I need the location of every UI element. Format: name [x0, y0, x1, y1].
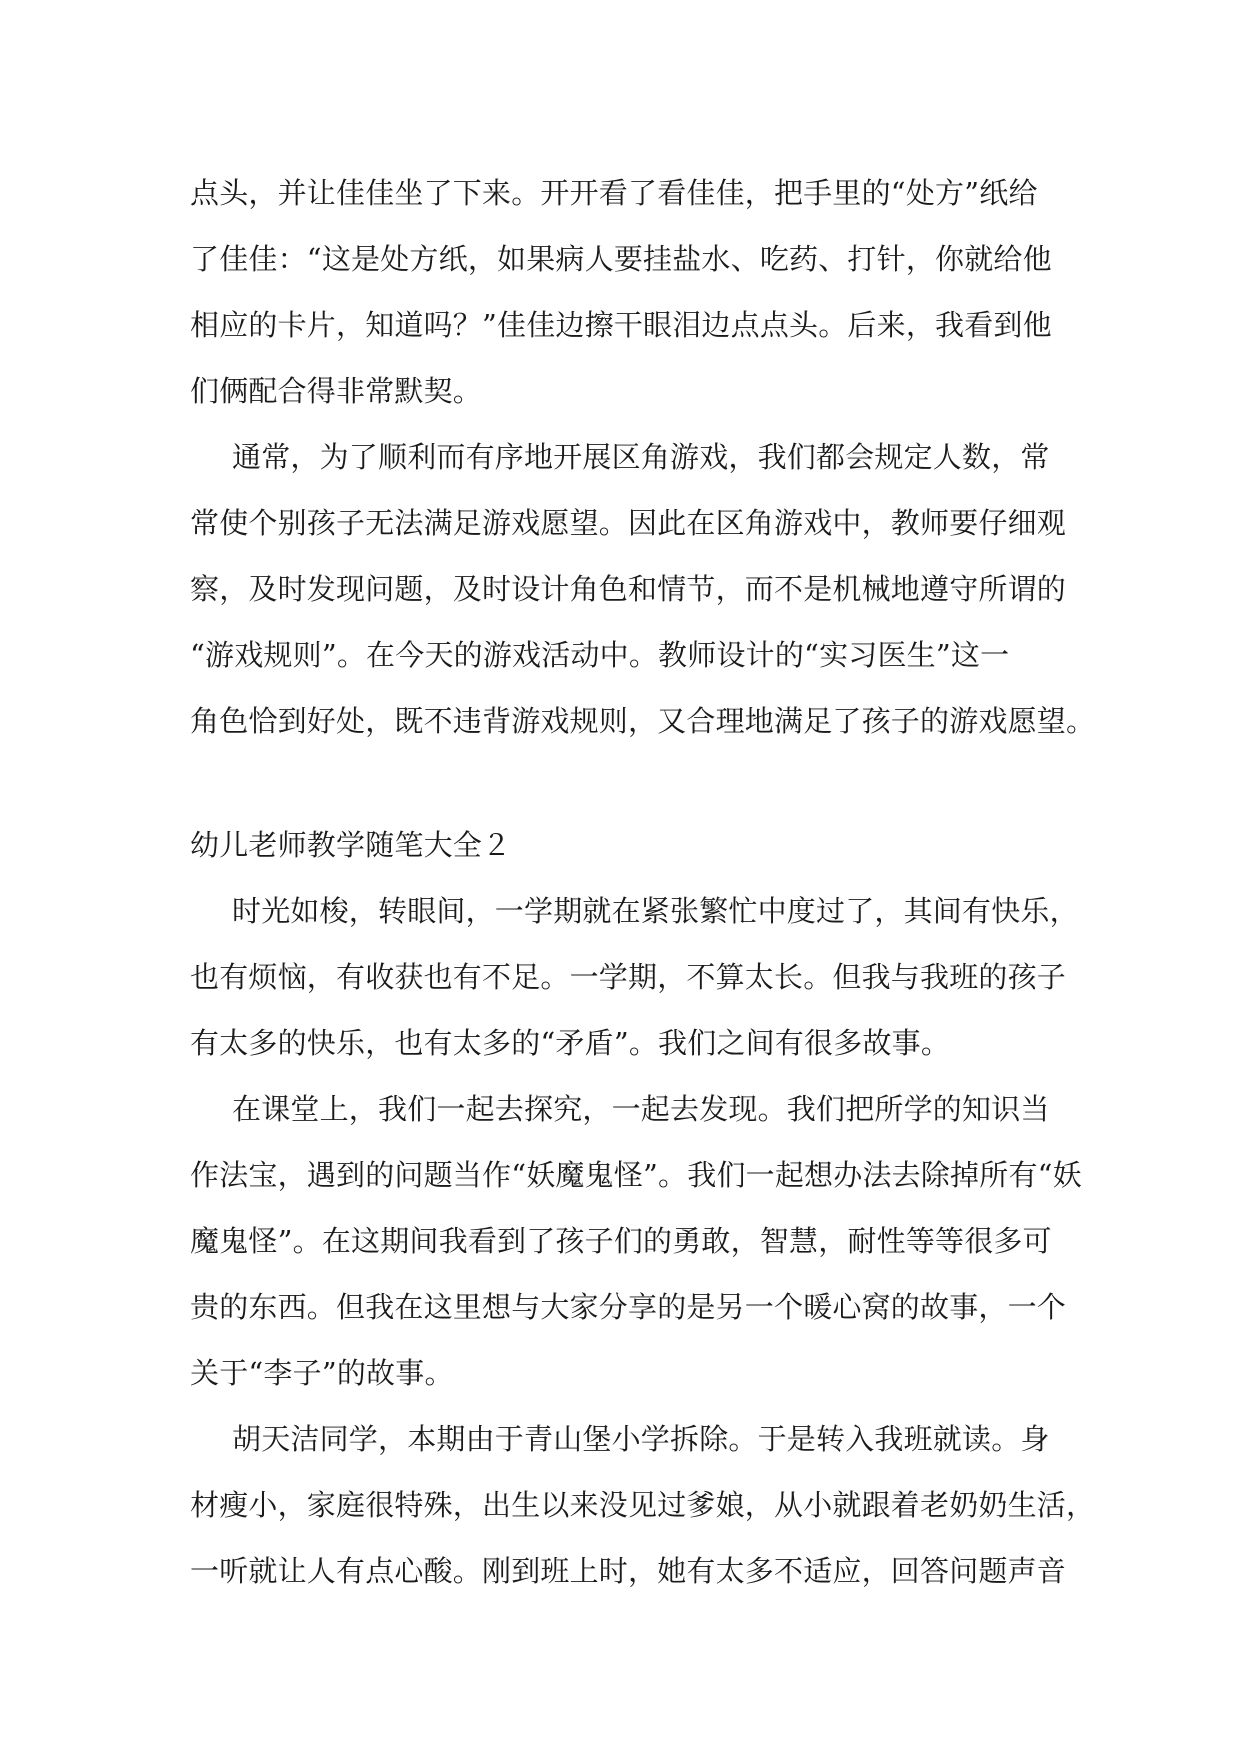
text-line: 点头，并让佳佳坐了下来。开开看了看佳佳，把手里的“处方”纸给	[190, 176, 1038, 210]
text-line: 察，及时发现问题，及时设计角色和情节，而不是机械地遵守所谓的	[190, 572, 1067, 606]
text-line: 们俩配合得非常默契。	[190, 374, 483, 408]
paragraph	[190, 1406, 1096, 1604]
text-line: 了佳佳：“这是处方纸，如果病人要挂盐水、吃药、打针，你就给他	[190, 242, 1052, 276]
document-body	[190, 160, 1096, 1604]
text-line: 作法宝，遇到的问题当作“妖魔鬼怪”。我们一起想办法去除掉所有“妖	[190, 1158, 1082, 1192]
text-line: 时光如梭，转眼间，一学期就在紧张繁忙中度过了，其间有快乐，	[232, 894, 1079, 928]
paragraph	[190, 160, 1060, 424]
paragraph	[190, 424, 1096, 754]
spacer	[190, 754, 1060, 812]
text-line: 在课堂上，我们一起去探究，一起去发现。我们把所学的知识当	[232, 1092, 1050, 1126]
text-line: 角色恰到好处，既不违背游戏规则，又合理地满足了孩子的游戏愿望。	[190, 704, 1096, 738]
text-line: 关于“李子”的故事。	[190, 1356, 454, 1390]
text-line: 胡天洁同学，本期由于青山堡小学拆除。于是转入我班就读。身	[232, 1422, 1050, 1456]
text-line: 常使个别孩子无法满足游戏愿望。因此在区角游戏中，教师要仔细观	[190, 506, 1067, 540]
text-line: 有太多的快乐，也有太多的“矛盾”。我们之间有很多故事。	[190, 1026, 951, 1060]
text-line: 贵的东西。但我在这里想与大家分享的是另一个暖心窝的故事，一个	[190, 1290, 1067, 1324]
section-heading: 幼儿老师教学随笔大全２	[190, 828, 512, 862]
paragraph	[190, 1076, 1082, 1406]
text-line: 材瘦小，家庭很特殊，出生以来没见过爹娘，从小就跟着老奶奶生活，	[190, 1488, 1096, 1522]
text-line: 通常，为了顺利而有序地开展区角游戏，我们都会规定人数，常	[232, 440, 1050, 474]
paragraph	[190, 878, 1079, 1076]
text-line: “游戏规则”。在今天的游戏活动中。教师设计的“实习医生”这一	[190, 638, 1010, 672]
text-line: 魔鬼怪”。在这期间我看到了孩子们的勇敢，智慧，耐性等等很多可	[190, 1224, 1052, 1258]
text-line: 一听就让人有点心酸。刚到班上时，她有太多不适应，回答问题声音	[190, 1554, 1067, 1588]
text-line: 相应的卡片，知道吗？”佳佳边擦干眼泪边点点头。后来，我看到他	[190, 308, 1052, 342]
text-line: 也有烦恼，有收获也有不足。一学期，不算太长。但我与我班的孩子	[190, 960, 1067, 994]
